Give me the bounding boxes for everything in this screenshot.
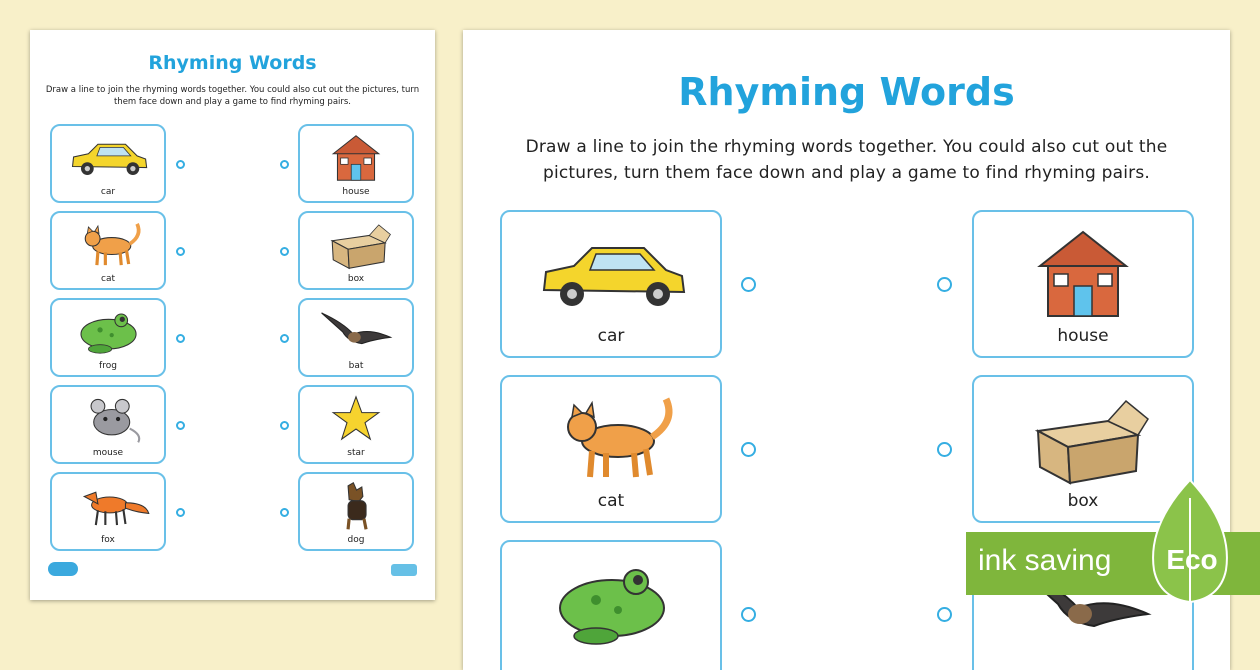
connector-dot[interactable] (741, 442, 756, 457)
picture-card-house (298, 124, 414, 203)
frog-icon (526, 556, 696, 652)
picture-card-house (972, 210, 1194, 358)
page-title: Rhyming Words (678, 70, 1015, 114)
fox-icon (63, 479, 153, 533)
bat-icon (311, 305, 401, 359)
brand-mark-icon (391, 564, 417, 576)
box-icon (311, 218, 401, 272)
car-icon (63, 131, 153, 185)
card-label: cat (597, 491, 625, 511)
connector-dot[interactable] (176, 421, 185, 430)
picture-card-bat (298, 298, 414, 377)
card-label: dog (347, 535, 365, 545)
connector-dot[interactable] (280, 160, 289, 169)
picture-card-fox (50, 472, 166, 551)
picture-card-mouse (50, 385, 166, 464)
connector-dot[interactable] (937, 277, 952, 292)
house-icon (311, 131, 401, 185)
card-label: box (347, 274, 365, 284)
picture-card-frog (50, 298, 166, 377)
picture-card-car (500, 210, 722, 358)
instructions: Draw a line to join the rhyming words together. You could also cut out the pictures, turn them face down and play a game to find rhyming pairs. (45, 85, 420, 107)
connector-dot[interactable] (937, 442, 952, 457)
picture-card-box (298, 211, 414, 290)
card-label: car (597, 326, 625, 346)
connector-dot[interactable] (176, 247, 185, 256)
card-label: cat (101, 274, 115, 284)
picture-card-star (298, 385, 414, 464)
picture-card-frog (500, 540, 722, 670)
connector-dot[interactable] (280, 421, 289, 430)
car-icon (526, 226, 696, 322)
card-label: box (1067, 491, 1099, 511)
page-title: Rhyming Words (148, 52, 317, 74)
card-label: house (1057, 326, 1109, 346)
connector-dot[interactable] (176, 160, 185, 169)
connector-dot[interactable] (280, 508, 289, 517)
connector-dot[interactable] (937, 607, 952, 622)
picture-card-car (50, 124, 166, 203)
worksheet-preview-small (30, 30, 435, 600)
connector-dot[interactable] (741, 277, 756, 292)
picture-card-dog (298, 472, 414, 551)
connector-dot[interactable] (280, 334, 289, 343)
connector-dot[interactable] (176, 334, 185, 343)
card-label: car (100, 187, 116, 197)
box-icon (998, 391, 1168, 487)
connector-dot[interactable] (280, 247, 289, 256)
card-label: bat (348, 361, 364, 371)
mouse-icon (63, 392, 153, 446)
card-label: house (342, 187, 370, 197)
card-label: mouse (92, 448, 124, 458)
picture-card-cat (50, 211, 166, 290)
house-icon (998, 226, 1168, 322)
cat-icon (526, 391, 696, 487)
brand-logo (48, 562, 78, 576)
card-label: fox (101, 535, 115, 545)
star-icon (311, 392, 401, 446)
dog-icon (311, 479, 401, 533)
connector-dot[interactable] (176, 508, 185, 517)
card-label: star (347, 448, 365, 458)
picture-card-cat (500, 375, 722, 523)
connector-dot[interactable] (741, 607, 756, 622)
cat-icon (63, 218, 153, 272)
ink-saving-text: ink saving (978, 544, 1112, 577)
frog-icon (63, 305, 153, 359)
card-label: frog (99, 361, 117, 371)
instructions: Draw a line to join the rhyming words together. You could also cut out the pictures, turn them face down and play a game to find rhyming pairs. (525, 137, 1168, 183)
eco-label: Eco (1166, 544, 1218, 575)
